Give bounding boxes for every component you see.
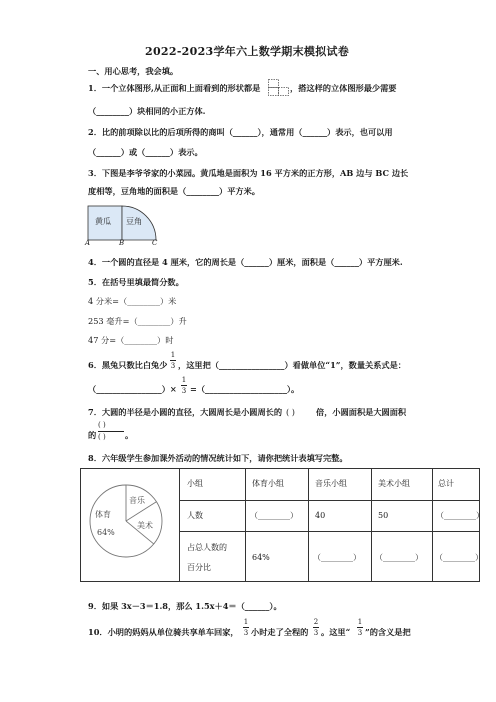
td-count-label: 人数 xyxy=(187,511,203,520)
cucumber-label: 黄瓜 xyxy=(95,217,111,226)
q2-line1: 2．比的前项除以比的后项所得的商叫（______），通常用（______）表示，也可以用 xyxy=(88,127,393,137)
td-pct-music[interactable]: （________） xyxy=(313,553,361,562)
q10-frac1-num: 1 xyxy=(243,618,249,626)
th-group: 小组 xyxy=(187,479,203,488)
q1-line1b: ，搭这样的立体图形最少需要 xyxy=(290,83,397,93)
q10-frac3-bar xyxy=(357,627,363,628)
q10-part-c: 。这里“ xyxy=(321,627,351,637)
point-c-label: C xyxy=(152,239,158,247)
td-count-total[interactable]: （________） xyxy=(436,511,484,520)
q6-frac1-num: 1 xyxy=(170,351,176,359)
q10-frac1-den: 3 xyxy=(243,629,249,637)
q6-frac1-bar xyxy=(170,360,176,361)
td-pct-sport: 64% xyxy=(252,553,270,562)
q10-part-a: 10．小明的妈妈从单位骑共享单车回家， xyxy=(88,627,239,637)
th-total: 总计 xyxy=(438,479,454,488)
pie-label-music: 音乐 xyxy=(129,496,145,505)
q9-line: 9．如果 3x－3＝1.8，那么 1.5x＋4＝（______）。 xyxy=(88,601,282,611)
activity-pie-chart xyxy=(87,482,165,560)
pie-label-sport: 体育 xyxy=(95,510,111,519)
q10-frac2-num: 2 xyxy=(313,618,319,626)
q10-frac2-den: 3 xyxy=(313,629,319,637)
q5-b: 253 毫升=（________）升 xyxy=(88,316,187,326)
q10-frac3-num: 1 xyxy=(357,618,363,626)
th-sport: 体育小组 xyxy=(252,479,284,488)
q8-head: 8．六年级学生参加课外活动的情况统计如下，请你把统计表填写完整。 xyxy=(88,453,348,463)
section-heading: 一、用心思考，我会填。 xyxy=(88,66,179,76)
bean-label: 豆角 xyxy=(126,217,142,226)
q1-line2: （________）块相同的小正方体. xyxy=(88,106,206,116)
q7-frac-bar xyxy=(98,431,124,432)
q3-line2: 度相等，豆角地的面积是（________）平方米。 xyxy=(88,186,260,196)
garden-figure xyxy=(84,202,164,248)
q5-head: 5．在括号里填最简分数。 xyxy=(88,277,184,287)
q5-c: 47 分=（________）时 xyxy=(88,335,174,345)
td-count-art: 50 xyxy=(378,511,389,520)
q6-frac2-bar xyxy=(181,385,187,386)
pie-label-art: 美术 xyxy=(137,521,153,530)
td-pct-total[interactable]: （________） xyxy=(435,553,483,562)
q6-line2b: =（____________________）。 xyxy=(190,384,300,394)
q10-part-b: 小时走了全程的 xyxy=(251,627,309,637)
q10-part-d: ”的含义是把 xyxy=(365,627,411,637)
q2-line2: （______）或（______）表示。 xyxy=(88,147,203,157)
point-a-label: A xyxy=(85,239,91,247)
q10-frac3-den: 3 xyxy=(357,629,363,637)
th-music: 音乐小组 xyxy=(315,479,347,488)
q1-line1a: 1．一个立体图形,从正面和上面看到的形状都是 xyxy=(88,83,261,93)
td-pct-art[interactable]: （________） xyxy=(375,553,423,562)
q3-line1: 3．下图是李爷爷家的小菜园。黄瓜地是面积为 16 平方米的正方形，AB 边与 BC 边长 xyxy=(88,168,409,178)
q6-frac1-den: 3 xyxy=(170,362,176,370)
q7-line2b: 。 xyxy=(125,430,134,440)
q7-frac-den: ( ) xyxy=(98,433,106,441)
q6-frac2-num: 1 xyxy=(181,376,187,384)
q7-line2a: 的 xyxy=(88,430,97,440)
q5-a: 4 分米=（________）米 xyxy=(88,296,177,306)
q6-line1a: 6．黑兔只数比白兔少 xyxy=(88,360,168,370)
td-count-sport[interactable]: （________） xyxy=(250,511,298,520)
pie-label-pct: 64% xyxy=(97,528,115,537)
th-art: 美术小组 xyxy=(378,479,410,488)
q7-blank: ( ) xyxy=(286,407,295,417)
q10-frac1-bar xyxy=(243,627,249,628)
q7-line1b: 倍，小圆面积是大圆面积 xyxy=(316,407,407,417)
q6-line1b: ，这里把（________________）看做单位“1”，数量关系式是： xyxy=(178,360,406,370)
td-pct-label-line2: 百分比 xyxy=(187,563,211,572)
q4-line: 4．一个圆的直径是 4 厘米，它的周长是（______）厘米，面积是（______）平方厘米. xyxy=(88,257,403,267)
td-pct-label-line1: 占总人数的 xyxy=(187,543,227,552)
q7-frac-num: ( ) xyxy=(98,421,106,429)
page-title: 2022-2023学年六上数学期末模拟试卷 xyxy=(145,45,350,58)
stats-table xyxy=(80,468,484,582)
shape-figure-icon xyxy=(268,79,290,97)
td-count-music: 40 xyxy=(315,511,326,520)
q6-line2a: （________________）× xyxy=(88,384,177,394)
q10-frac2-bar xyxy=(313,627,319,628)
point-b-label: B xyxy=(119,239,125,247)
q6-frac2-den: 3 xyxy=(181,387,187,395)
q7-line1a: 7．大圆的半径是小圆的直径，大圆周长是小圆周长的 xyxy=(88,407,283,417)
